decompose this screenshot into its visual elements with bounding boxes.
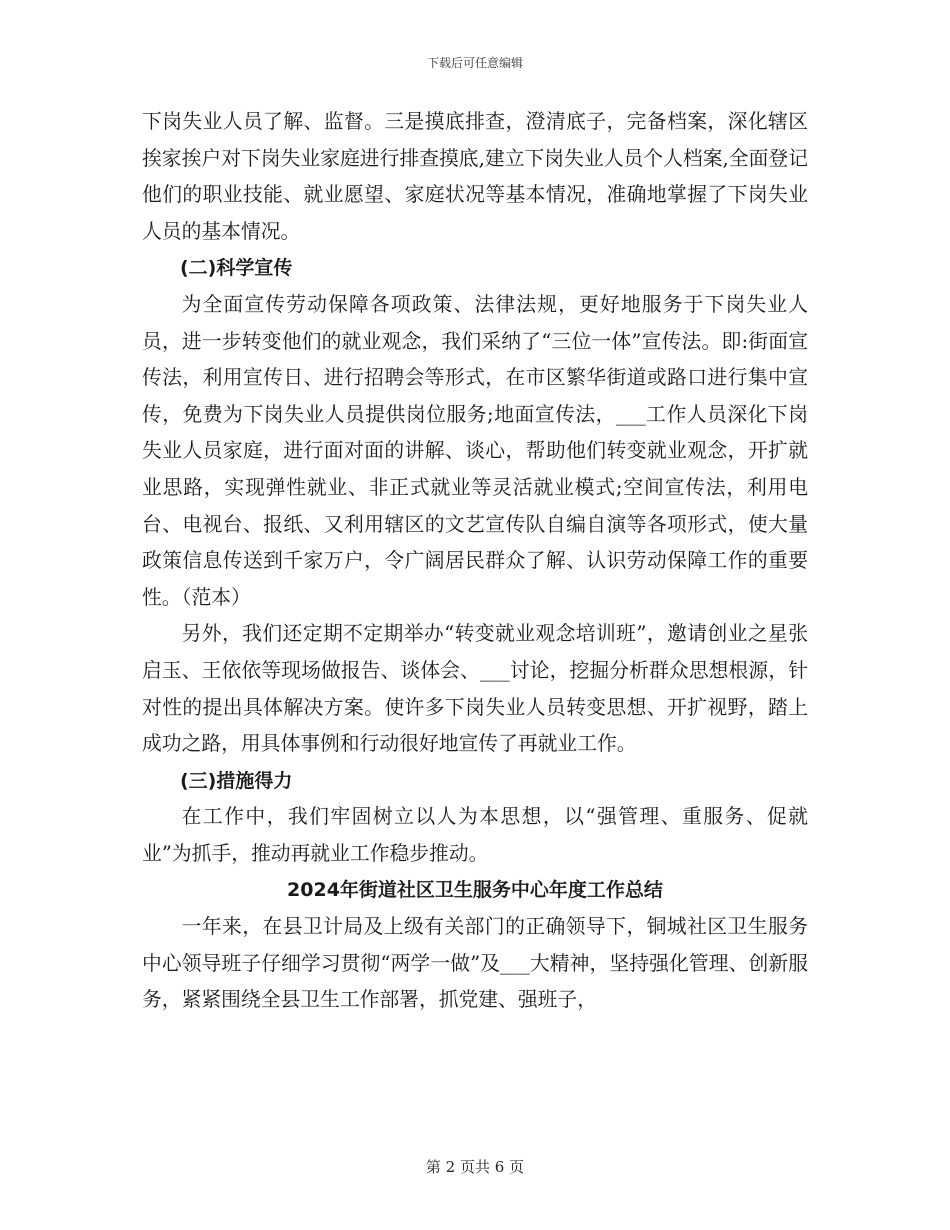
document-body	[142, 104, 808, 1019]
page-footer: 第 2 页共 6 页	[425, 1158, 525, 1176]
document-title: 2024年街道社区卫生服务中心年度工作总结	[287, 879, 663, 902]
paragraph-3: 另外，我们还定期不定期举办“转变就业观念培训班”，邀请创业之星张启玉、王依依等现场做报告、谈体会、___讨论，挖掘分析群众思想根源，针对性的提出具体解决方案。使许多下岗失业人员转变思想、开扩视野，踏上成功之路，用具体事例和行动很好地宣传了再就业工作。	[142, 622, 808, 756]
paragraph-2: 为全面宣传劳动保障各项政策、法律法规，更好地服务于下岗失业人员，进一步转变他们的就业观念，我们采纳了“三位一体”宣传法。即:街面宣传法，利用宣传日、进行招聘会等形式，在市区繁华街道或路口进行集中宣传，免费为下岗失业人员提供岗位服务;地面宣传法，___工作人员深化下岗失业人员家庭，进行面对面的讲解、谈心，帮助他们转变就业观念，开扩就业思路，实现弹性就业、非正式就业等灵活就业模式;空间宣传法，利用电台、电视台、报纸、又利用辖区的文艺宣传队自编自演等各项形式，使大量政策信息传送到千家万户，令广阔居民群众了解、认识劳动保障工作的重要性。（范本）	[142, 292, 808, 609]
paragraph-4: 在工作中，我们牢固树立以人为本思想，以“强管理、重服务、促就业”为抓手，推动再就业工作稳步推动。	[142, 805, 808, 865]
paragraph-5: 一年来，在县卫计局及上级有关部门的正确领导下，铜城社区卫生服务中心领导班子仔细学习贯彻“两学一做”及___大精神，坚持强化管理、创新服务，紧紧围绕全县卫生工作部署，抓党建、强班子，	[142, 915, 808, 1012]
section-heading-3: (三)措施得力	[180, 769, 293, 792]
paragraph-1: 下岗失业人员了解、监督。三是摸底排查，澄清底子，完备档案，深化辖区挨家挨户对下岗失业家庭进行排查摸底,建立下岗失业人员个人档案,全面登记他们的职业技能、就业愿望、家庭状况等基本情况，准确地掌握了下岗失业人员的基本情况。	[142, 110, 808, 243]
page-header: 下载后可任意编辑	[426, 56, 523, 70]
section-heading-2: (二)科学宣传	[180, 257, 293, 280]
